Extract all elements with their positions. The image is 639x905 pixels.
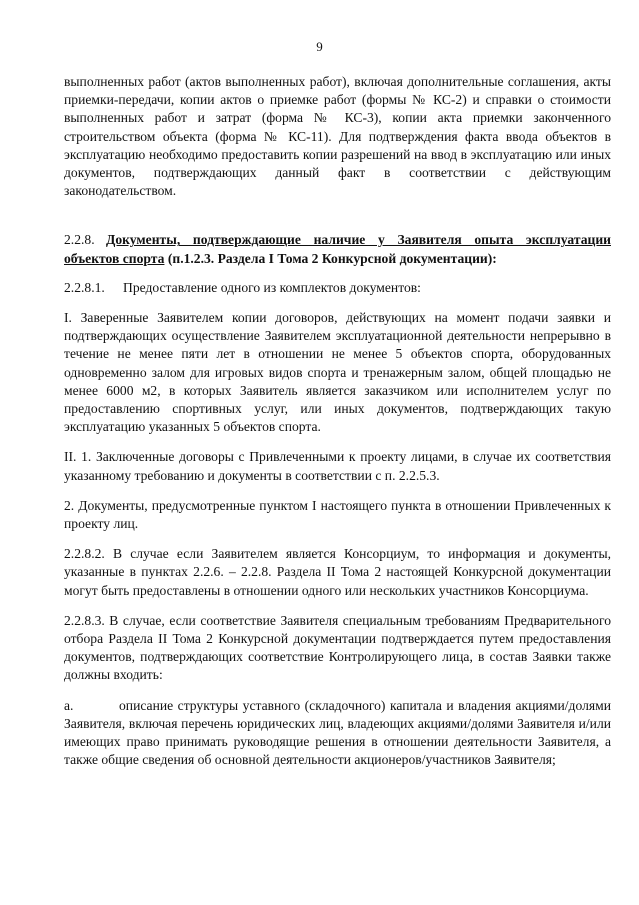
paragraph-controlling-person: 2.2.8.3. В случае, если соответствие Заявителя специальным требованиям Предварительного отбора Раздела II Тома 2 Конкурсной документации подтверждается путем предоставления документов, подтверждающих соответствие Контролирующего лица, в состав Заявки также должны входить:: [64, 612, 611, 683]
subsection-number: 2.2.8.1.: [64, 279, 105, 295]
section-number: 2.2.8.: [64, 232, 95, 248]
paragraph-consortium: 2.2.8.2. В случае если Заявителем является Консорциум, то информация и документы, указанные в пунктах 2.2.6. – 2.2.8. Раздела II Тома 2 настоящей Конкурсной документации могут быть предоставлены в отношении одного или нескольких участников Консорциума.: [64, 546, 611, 598]
list-item-letter: а.: [64, 697, 74, 713]
page-number: 9: [316, 39, 323, 54]
list-item-a: [64, 697, 611, 770]
section-heading-2-2-8: [64, 231, 611, 267]
section-reference: (п.1.2.3. Раздела I Тома 2 Конкурсной документации):: [167, 250, 497, 266]
list-item-text: описание структуры уставного (складочного) капитала и владения акциями/долями Заявителя, включая перечень юридических лиц, владеющих акциями/долями Заявителя и/или имеющих право принимать руководящие решения в отношении деятельности Заявителя, а также общие сведения об основной деятельности акционеров/участников Заявителя;: [64, 697, 611, 768]
paragraph-documents: 2. Документы, предусмотренные пунктом I настоящего пункта в отношении Привлеченных к проекту лиц.: [64, 497, 611, 532]
page-content: [64, 73, 611, 770]
paragraph-attracted-parties: II. 1. Заключенные договоры с Привлеченными к проекту лицами, в случае их соответствия указанному требованию и документы в соответствии с п. 2.2.5.3.: [64, 449, 611, 483]
section-title: Документы, подтверждающие наличие у Заявителя опыта эксплуатации объектов спорта: [64, 232, 611, 266]
subsection-2-2-8-1: [64, 279, 611, 297]
subsection-text: Предоставление одного из комплектов документов:: [123, 279, 421, 295]
paragraph-contracts: I. Заверенные Заявителем копии договоров, действующих на момент подачи заявки и подтверждающих осуществление Заявителем эксплуатационной деятельности непрерывно в течение не менее пяти лет в отношении не менее 5 объектов спорта, оборудованных одновременно залом для игровых видов спорта и тренажерным залом, общей площадью не менее 6000 м2, в которых Заявитель является заказчиком или исполнителем услуг по предоставлению спортивных услуг, или иных документов, подтверждающих такую эксплуатацию указанных 5 объектов спорта.: [64, 310, 611, 435]
paragraph-acts: выполненных работ (актов выполненных работ), включая дополнительные соглашения, акты приемки-передачи, копии актов о приемке работ (формы № КС-2) и справки о стоимости выполненных работ и затрат (форма № КС-3), копии акта приемки законченного строительством объекта (форма № КС-11). Для подтверждения факта ввода объектов в эксплуатацию необходимо предоставить копии разрешений на ввод в эксплуатацию или иных документов, подтверждающих данный факт в соответствии с действующим законодательством.: [64, 74, 611, 199]
